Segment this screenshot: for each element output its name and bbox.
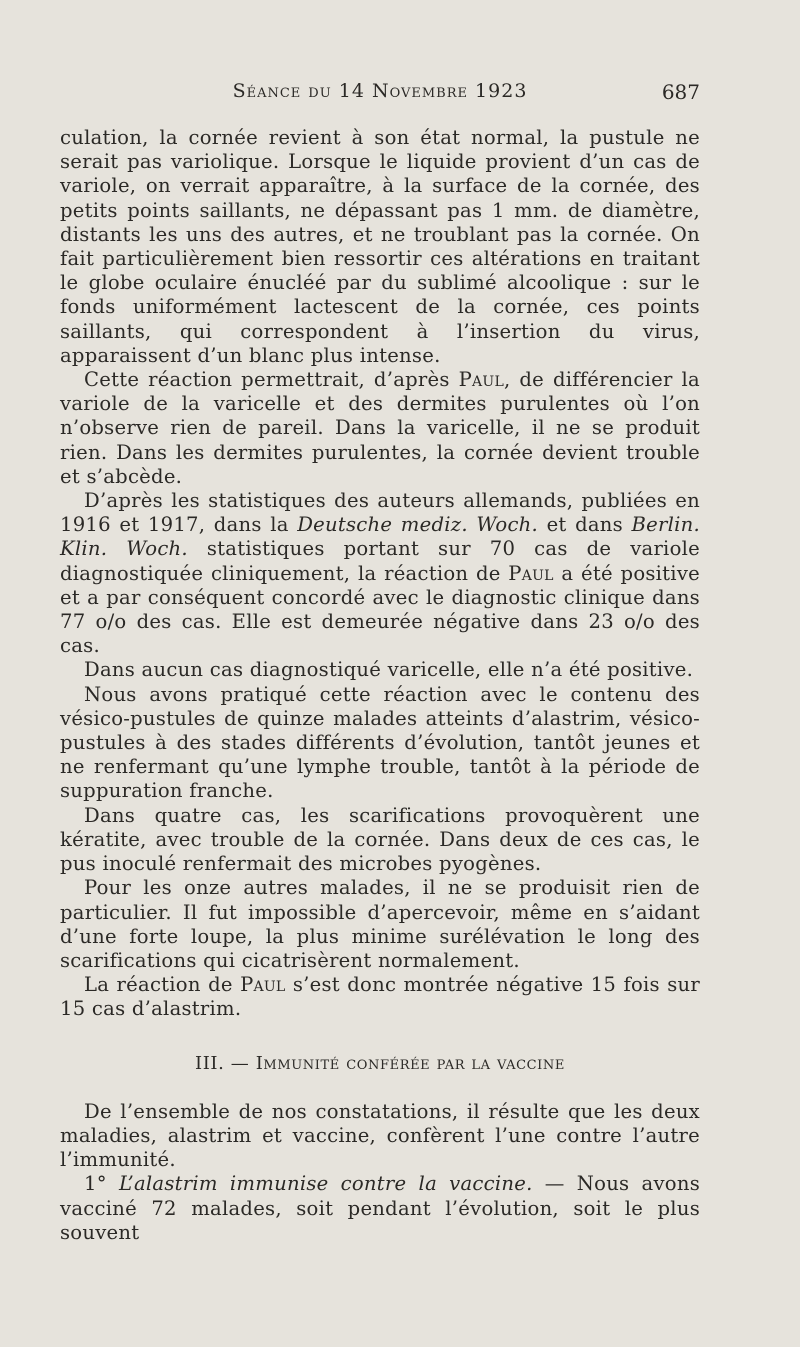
paragraph-8 xyxy=(60,973,700,1021)
section-number: III. — xyxy=(195,1052,256,1074)
p2-text-a: Cette réaction permettrait, d’après xyxy=(84,368,459,392)
section-heading xyxy=(60,1052,700,1076)
author-name-paul: Paul xyxy=(508,561,554,585)
paragraph-6: Dans quatre cas, les scarifications provoquèrent une kératite, avec trouble de la cornée. Dans deux de ces cas, le pus inoculé renfermait des microbes pyogènes. xyxy=(60,803,700,876)
paragraph-2 xyxy=(60,368,700,489)
item-number: 1° xyxy=(84,1172,107,1196)
author-name-paul: Paul xyxy=(240,973,286,997)
paragraph-4: Dans aucun cas diagnostiqué varicelle, elle n’a été positive. xyxy=(84,658,694,682)
p3-text-c: statistiques portant sur 70 cas de variole diagnostiquée cliniquement, la réaction de xyxy=(60,537,700,585)
p3-text-d: a été positive et a par conséquent concordé avec le diagnostic clinique dans 77 o/o des cas. Elle est demeurée négative dans 23 o/o des cas. xyxy=(60,561,700,658)
paragraph-1: culation, la cornée revient à son état normal, la pustule ne serait pas variolique. Lorsque le liquide provient d’un cas de variole, on verrait apparaître, à la surface de la cornée, des petits points saillants, ne dépassant pas 1 mm. de diamètre, distants les uns des autres, et ne troublant pas la cornée. On fait particulièrement bien ressortir ces altérations en traitant le globe oculaire énucléé par du sublimé alcoolique : sur le fonds uniformément lactescent de la cornée, ces points saillants, qui correspondent à l’insertion du virus, apparaissent d’un blanc plus intense. xyxy=(60,126,700,367)
item-title: L’alastrim immunise contre la vaccine. xyxy=(118,1172,533,1196)
running-head xyxy=(60,80,700,110)
page-number: 687 xyxy=(661,80,700,104)
p3-text-b: et dans xyxy=(538,513,632,537)
p10-text: — Nous avons vacciné 72 malades, soit pendant l’évolution, soit le plus souvent xyxy=(60,1172,701,1244)
paragraph-10 xyxy=(60,1172,700,1245)
journal-berlin: Berlin. Klin. Woch. xyxy=(60,513,700,561)
paragraph-3 xyxy=(60,489,700,658)
p8-text-a: La réaction de xyxy=(84,973,241,997)
paragraph-5: Nous avons pratiqué cette réaction avec le contenu des vésico-pustules de quinze malades atteints d’alastrim, vésico-pustules à des stades différents d’évolution, tantôt jeunes et ne renfermant qu’une lymphe trouble, tantôt à la période de suppuration franche. xyxy=(60,682,700,803)
body-text xyxy=(60,126,700,1245)
author-name-paul: Paul xyxy=(458,368,504,392)
p8-text-b: s’est donc montrée négative 15 fois sur 15 cas d’alastrim. xyxy=(60,973,700,1021)
paragraph-9: De l’ensemble de nos constatations, il résulte que les deux maladies, alastrim et vaccine, confèrent l’une contre l’autre l’immunité. xyxy=(60,1099,700,1172)
p2-text-b: , de différencier la variole de la varicelle et des dermites purulentes où l’on n’observe rien de pareil. Dans la varicelle, il ne se produit rien. Dans les dermites purulentes, la cornée devient trouble et s’abcède. xyxy=(60,368,700,488)
running-title: Séance du 14 Novembre 1923 xyxy=(232,80,528,102)
paragraph-7: Pour les onze autres malades, il ne se produisit rien de particulier. Il fut impossible d’apercevoir, même en s’aidant d’une forte loupe, la plus minime surélévation le long des scarifications qui cicatrisèrent normalement. xyxy=(60,876,700,972)
section-title: Immunité conférée par la vaccine xyxy=(255,1052,565,1074)
journal-deutsche: Deutsche mediz. Woch. xyxy=(297,513,539,537)
p3-text-a: D’après les statistiques des auteurs allemands, publiées en 1916 et 1917, dans la xyxy=(60,489,700,537)
